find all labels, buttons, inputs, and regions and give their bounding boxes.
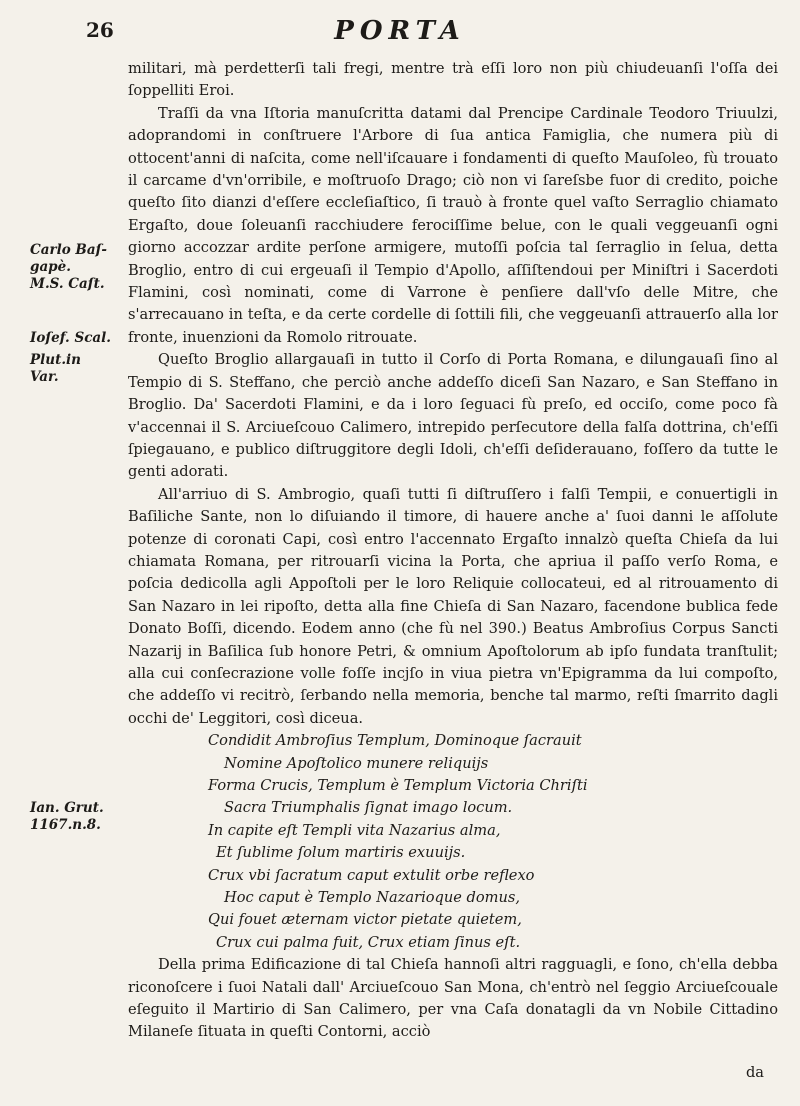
epigram-line: Nomine Apoſtolico munere reliquijs [224, 754, 489, 772]
page-number: 26 [86, 18, 114, 42]
epigram-line: Qui fouet æternam victor pietate quietem, [208, 911, 522, 929]
catchword: da [745, 1064, 764, 1081]
paragraph: Traſſi da vna Iſtoria manuſcritta datami dal Prencipe Cardinale Teodoro Triuulzi, adoprandomi in conſtruere l'Arbore di ſua antica Famiglia, che numera più di ottocent'anni di naſcita, come nell'iſcauare i fondamenti di queſto Mauſoleo, fù trouato il carcame d'vn'orribile, e moſtruoſo Drago; ciò non vi ſareſsbe fuor di credito, poiche queſto ſito dianzi d'eſſere eccleſiaſtico, ſi trauò à fronte quel vaſto Serraglio chiamato Ergaſto, doue ſoleuanſi racchiudere ferociſſime belue, con le quali veggeuanſi ogni giorno accozzar ardite perſone armigere, mutoſſi poſcia tal ſerraglio in ſelua, detta Broglio, entro di cui ergeuaſi il Tempio d'Apollo, aſſiſtendoui per Miniſtri i Sacerdoti Flamini, così nominati, come di Varrone è penſiere dall'vſo delle Mitre, che s'arrecauano in teſta, e da certe cordelle di ſottili fili, che veggeuanſi attrauerſo alla lor fronte, inuenzioni da Romolo ritrouate. [128, 104, 778, 346]
paragraph: All'arriuo di S. Ambrogio, quaſi tutti ſi diſtruſſero i falſi Tempii, e conuertigli in Baſiliche Sante, non lo diſuiando il timore, di hauere anche a' ſuoi danni le aſſolute potenze di coronati Capi, così entro l'accennato Ergaſto innalzò queſta Chieſa da lui chiamata Romana, per ritrouarſi vicina la Porta, che apriua il paſſo verſo Roma, e poſcia dedicolla agli Appoſtoli per le loro Reliquie collocateui, ed al ritrouamento di San Nazaro in lei ripoſto, detta alla fine Chieſa di San Nazaro, facendone bublica fede Donato Boſſi, dicendo. Eodem anno (che fù nel 390.) Beatus Ambroſius Corpus Sancti Nazarij in Baſilica ſub honore Petri, & omnium Apoſtolorum ab ipſo fundata tranſtulit; alla cui conſecrazione volle foſſe incjſo in viua pietra vn'Epigramma da lui compoſto, che addeſſo vi recitrò, ſerbando nella memoria, benche tal marmo, reſti ſmarrito dagli occhi de' Leggitori, così diceua. [128, 485, 778, 727]
margin-note-carlo [30, 242, 112, 293]
margin-note-iosef [30, 330, 112, 347]
epigram-line: Sacra Triumphalis ſignat imago locum. [224, 799, 513, 817]
margin-line: gapè. [30, 259, 71, 275]
paragraph: Queſto Broglio allargauaſi in tutto il Corſo di Porta Romana, e dilungauaſi ſino al Tempio di S. Steffano, che perciò anche addeſſo diceſi San Nazaro, e San Steffano in Broglio. Da' Sacerdoti Flamini, e da i loro ſeguaci fù preſo, ed occiſo, come poco fà v'accennai il S. Arciueſcouo Calimero, intrepido perſecutore della falſa dottrina, ch'eſſi ſpiegauano, e publico diſtruggitore degli Idoli, ch'eſſi deſiderauano, foſſero da tutte le genti adorati. [128, 351, 778, 481]
paragraph: militari, mà perdetterſi tali fregi, mentre trà eſſi loro non più chiudeuanſi l'oſſa dei ſoppelliti Eroi. [128, 60, 778, 100]
margin-line: M.S. Caſt. [30, 276, 105, 292]
margin-line: Ian. Grut. [30, 800, 104, 816]
epigram-line: Forma Crucis, Templum è Templum Victoria Chriſti [208, 777, 588, 794]
margin-note-ian [30, 800, 112, 834]
margin-line: Carlo Baſ- [30, 242, 108, 258]
body-text [128, 58, 778, 1044]
epigram-line: Crux vbi ſacratum caput extulit orbe reflexo [208, 866, 535, 884]
margin-line: Ioſef. Scal. [30, 330, 111, 346]
margin-note-plut [30, 352, 112, 386]
running-title: PORTA [334, 16, 466, 46]
epigram-line: Condidit Ambroſius Templum, Dominoque ſacrauit [208, 732, 582, 750]
epigram-line: Et ſublime ſolum martiris exuuijs. [216, 844, 466, 862]
paragraph: Della prima Edificazione di tal Chieſa hannoſi altri ragguagli, e ſono, ch'ella debba riconoſcere i ſuoi Natali dall' Arciueſcouo San Mona, ch'entrò nel ſeggio Arciueſcouale eſeguito il Martirio di San Calimero, per vna Caſa donatagli da vn Nobile Cittadino Milaneſe ſituata in queſti Contorni, acciò [128, 956, 778, 1041]
page-header [86, 16, 714, 52]
epigram-line: In capite eſt Templi vita Nazarius alma, [208, 821, 501, 839]
margin-line: 1167.n.8. [30, 817, 101, 833]
epigram-line: Hoc caput è Templo Nazarioque domus, [224, 889, 521, 907]
epigram-line: Crux cui palma fuit, Crux etiam ſinus eſt. [216, 933, 521, 951]
margin-line: Plut.in Var. [30, 352, 81, 385]
epigram [128, 730, 778, 954]
